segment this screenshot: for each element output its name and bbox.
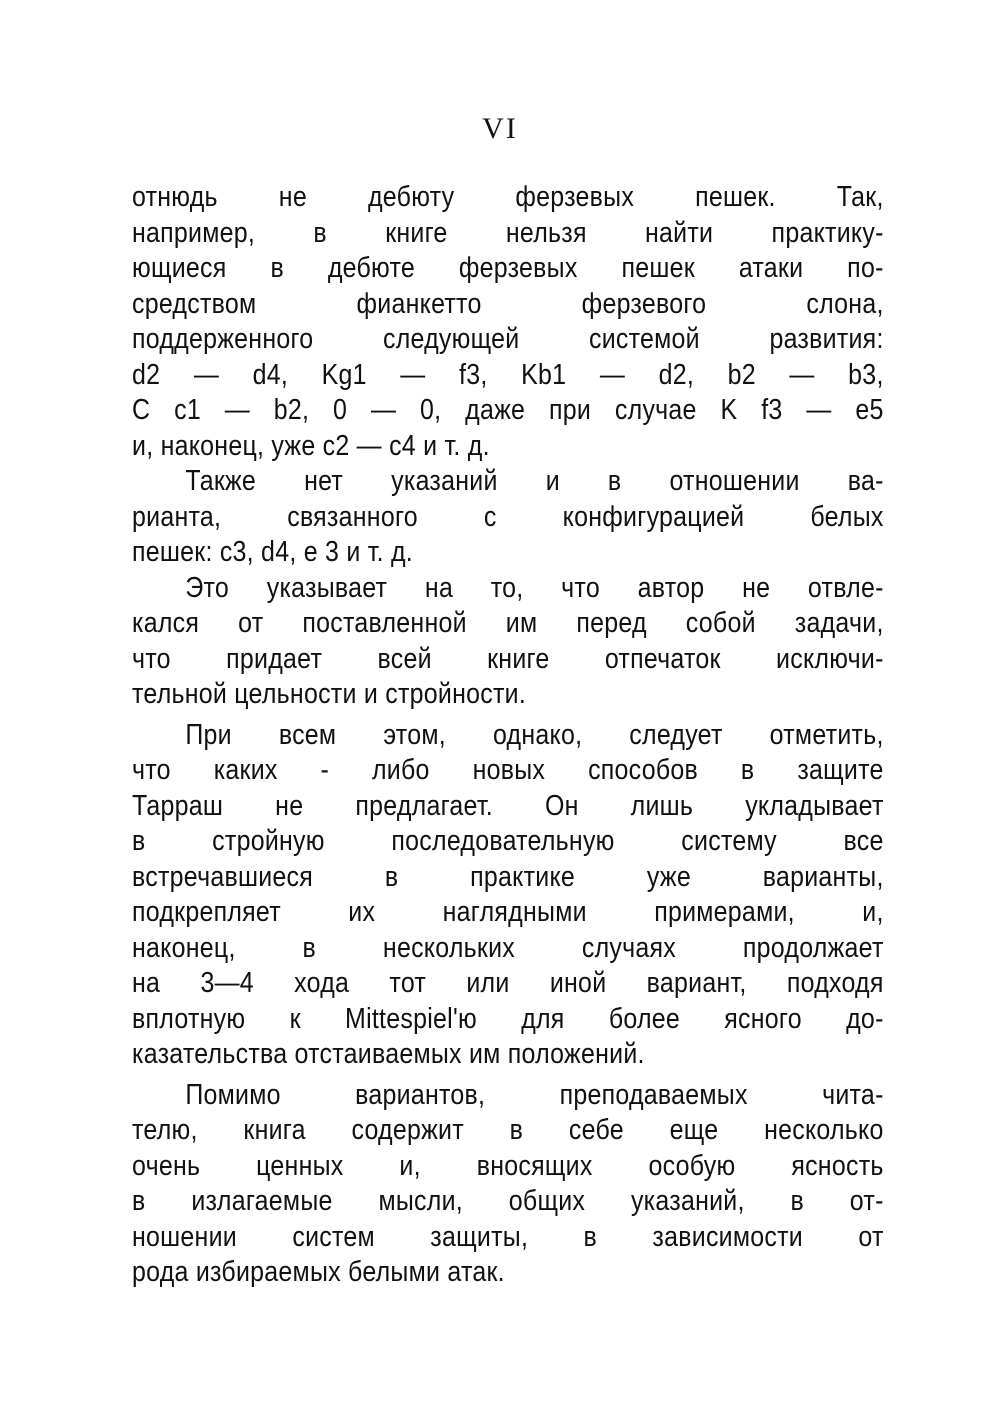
paragraph-5 <box>132 1078 884 1291</box>
text-line: в излагаемые мысли, общих указаний, в от- <box>132 1185 884 1217</box>
text-line: поддерженного следующей системой развития: <box>132 323 884 355</box>
text-line: встречавшиеся в практике уже варианты, <box>132 860 884 893</box>
text-line: тельной цельности и стройности. <box>132 678 527 710</box>
text-line: пешек: c3, d4, e 3 и т. д. <box>132 536 413 568</box>
paragraph-1 <box>132 180 884 464</box>
text-line: Также нет указаний и в отношении ва- <box>185 465 884 497</box>
text-line: что каких - либо новых способов в защите <box>132 754 884 786</box>
text-line: казательства отстаиваемых им положений. <box>132 1038 645 1070</box>
text-line: и, наконец, уже c2 — c4 и т. д. <box>132 429 490 462</box>
text-line: рианта, связанного с конфигурацией белых <box>132 500 884 533</box>
paragraph-3 <box>132 571 884 713</box>
text-line: очень ценных и, вносящих особую ясность <box>132 1149 884 1182</box>
text-line: d2 — d4, Kg1 — f3, Kb1 — d2, b2 — b3, <box>132 358 884 391</box>
text-line: ющиеся в дебюте ферзевых пешек атаки по- <box>132 252 884 284</box>
text-line: наконец, в нескольких случаях продолжает <box>132 931 884 964</box>
text-line: Помимо вариантов, преподаваемых чита- <box>185 1078 884 1111</box>
text-line: кался от поставленной им перед собой задачи, <box>132 607 884 639</box>
page-number: VI <box>482 112 518 145</box>
text-line: При всем этом, однако, следует отметить, <box>185 718 884 751</box>
text-line: телю, книга содержит в себе еще несколько <box>132 1114 884 1146</box>
paragraph-4 <box>132 718 884 1073</box>
text-line: средством фианкетто ферзевого слона, <box>132 287 884 320</box>
text-line: например, в книге нельзя найти практику- <box>132 216 884 249</box>
body-text <box>132 180 884 1291</box>
text-line: подкрепляет их наглядными примерами, и, <box>132 896 884 928</box>
text-line: отнюдь не дебюту ферзевых пешек. Так, <box>132 181 884 213</box>
text-line: вплотную к Mittespiel'ю для более ясного до- <box>132 1002 884 1035</box>
text-line: ношении систем защиты, в зависимости от <box>132 1220 884 1253</box>
paragraph-2 <box>132 464 884 571</box>
text-line: в стройную последовательную систему все <box>132 825 884 857</box>
text-line: Это указывает на то, что автор не отвле- <box>185 571 884 604</box>
text-line: что придает всей книге отпечаток исключи- <box>132 642 884 675</box>
text-line: рода избираемых белыми атак. <box>132 1256 505 1288</box>
text-line: Тарраш не предлагает. Он лишь укладывает <box>132 789 884 822</box>
text-line: на 3—4 хода тот или иной вариант, подходя <box>132 967 884 999</box>
text-line: C c1 — b2, 0 — 0, даже при случае K f3 — e5 <box>132 394 884 426</box>
